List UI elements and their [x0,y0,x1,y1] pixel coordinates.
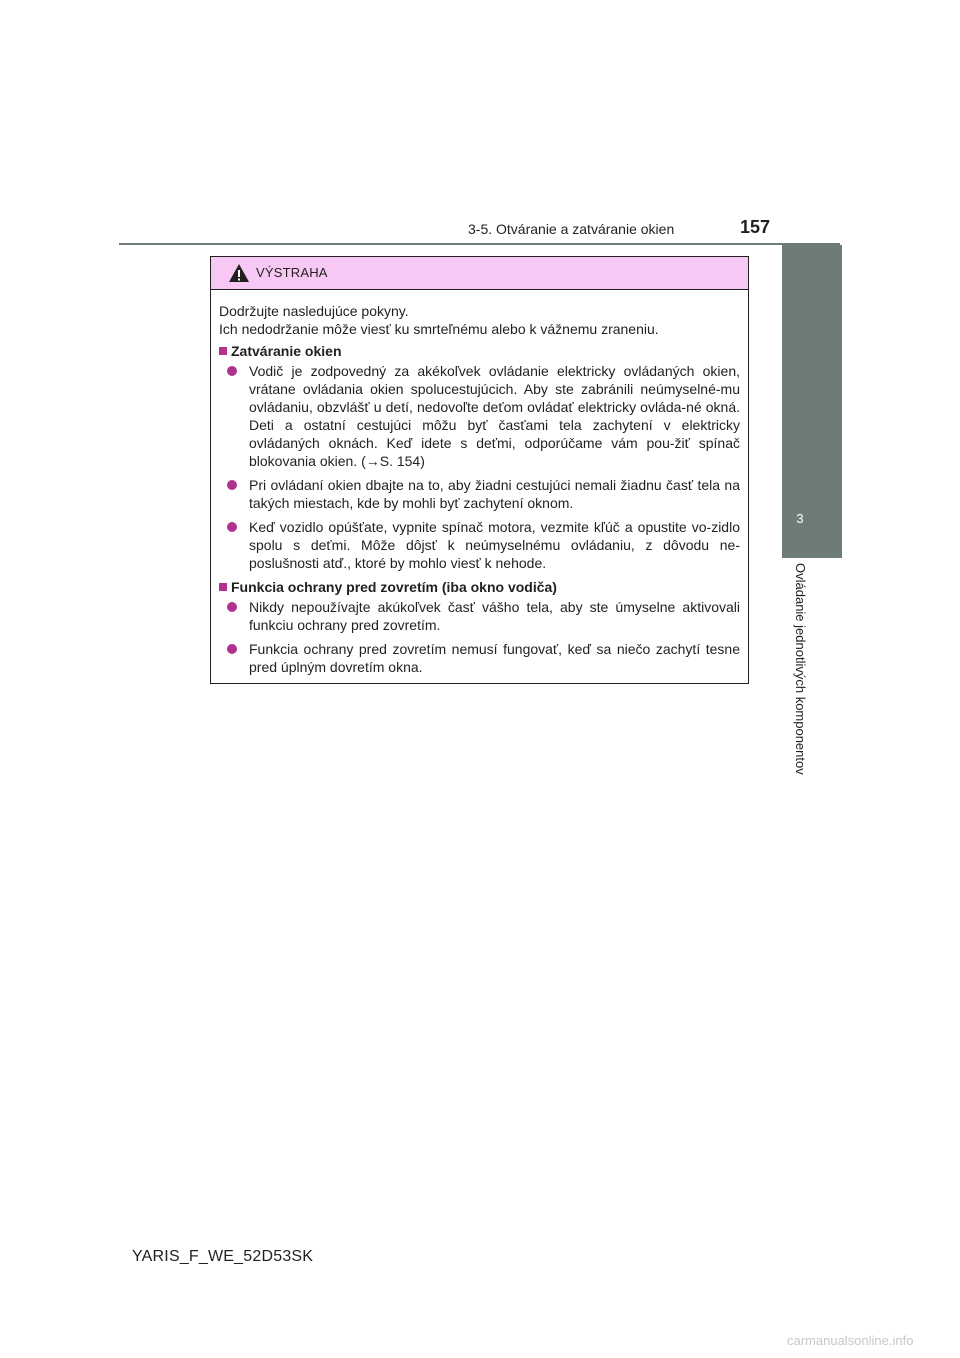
bullet-text: Nikdy nepoužívajte akúkoľvek časť vášho tela, aby ste úmyselne aktivovali funkciu ochrany pred zovretím. [249,599,740,633]
chapter-label: Ovládanie jednotlivých komponentov [793,563,808,775]
chapter-tab [782,498,842,558]
watermark: carmanualsonline.info [787,1333,914,1348]
intro-line-2: Ich nedodržanie môže viesť ku smrteľnému alebo k vážnemu zraneniu. [219,321,659,337]
header-section-title: 3-5. Otváranie a zatváranie okien [468,221,675,237]
warning-title: VÝSTRAHA [256,265,328,280]
square-bullet-icon [219,583,227,591]
section-heading [219,342,740,360]
warning-header [211,257,748,290]
bullet-item [227,598,740,634]
dot-bullet-icon [227,522,237,532]
header-rule [119,243,840,245]
section-heading [219,578,740,596]
bullet-item [227,476,740,512]
bullet-item [227,640,740,676]
warning-body [211,290,748,676]
bullet-text: Keď vozidlo opúšťate, vypnite spínač motora, vezmite kľúč a opustite vo-zidlo spolu s deťmi. Môže dôjsť k neúmyselnému ovládaniu, z dôvodu ne-poslušnosti atď., ktoré by mohlo viesť k nehode. [249,519,740,571]
warning-triangle-icon [228,263,250,283]
section-heading-text: Funkcia ochrany pred zovretím (iba okno vodiča) [231,579,557,595]
bullet-text: Vodič je zodpovedný za akékoľvek ovládanie elektricky ovládaných okien, vrátane ovládania okien spolucestujúcich. Aby ste zabránili neúmyselné-mu ovládaniu, obzvlášť u detí, nedovoľte deťom ovládať elektricky ovláda-né okná. Deti a ostatní cestujúci môžu byť časťami tela zachytení v elektricky ovládaných oknách. Keď idete s deťmi, odporúčame vám pou-žiť spínač blokovania okien. (→S. 154) [249,363,740,469]
dot-bullet-icon [227,366,237,376]
intro-line-1: Dodržujte nasledujúce pokyny. [219,303,409,319]
warning-box [210,256,749,684]
page-number: 157 [740,217,771,237]
bullet-text: Pri ovládaní okien dbajte na to, aby žiadni cestujúci nemali žiadnu časť tela na takých miestach, kde by mohli byť zachytení oknom. [249,477,740,511]
chapter-number: 3 [796,511,804,526]
warning-intro [219,302,740,338]
bullet-item [227,518,740,572]
square-bullet-icon [219,347,227,355]
dot-bullet-icon [227,644,237,654]
footer-code: YARIS_F_WE_52D53SK [132,1248,314,1265]
dot-bullet-icon [227,602,237,612]
bullet-text: Funkcia ochrany pred zovretím nemusí fungovať, keď sa niečo zachytí tesne pred úplným dovretím okna. [249,641,740,675]
side-bar [782,245,842,498]
bullet-item [227,362,740,470]
dot-bullet-icon [227,480,237,490]
section-heading-text: Zatváranie okien [231,343,342,359]
